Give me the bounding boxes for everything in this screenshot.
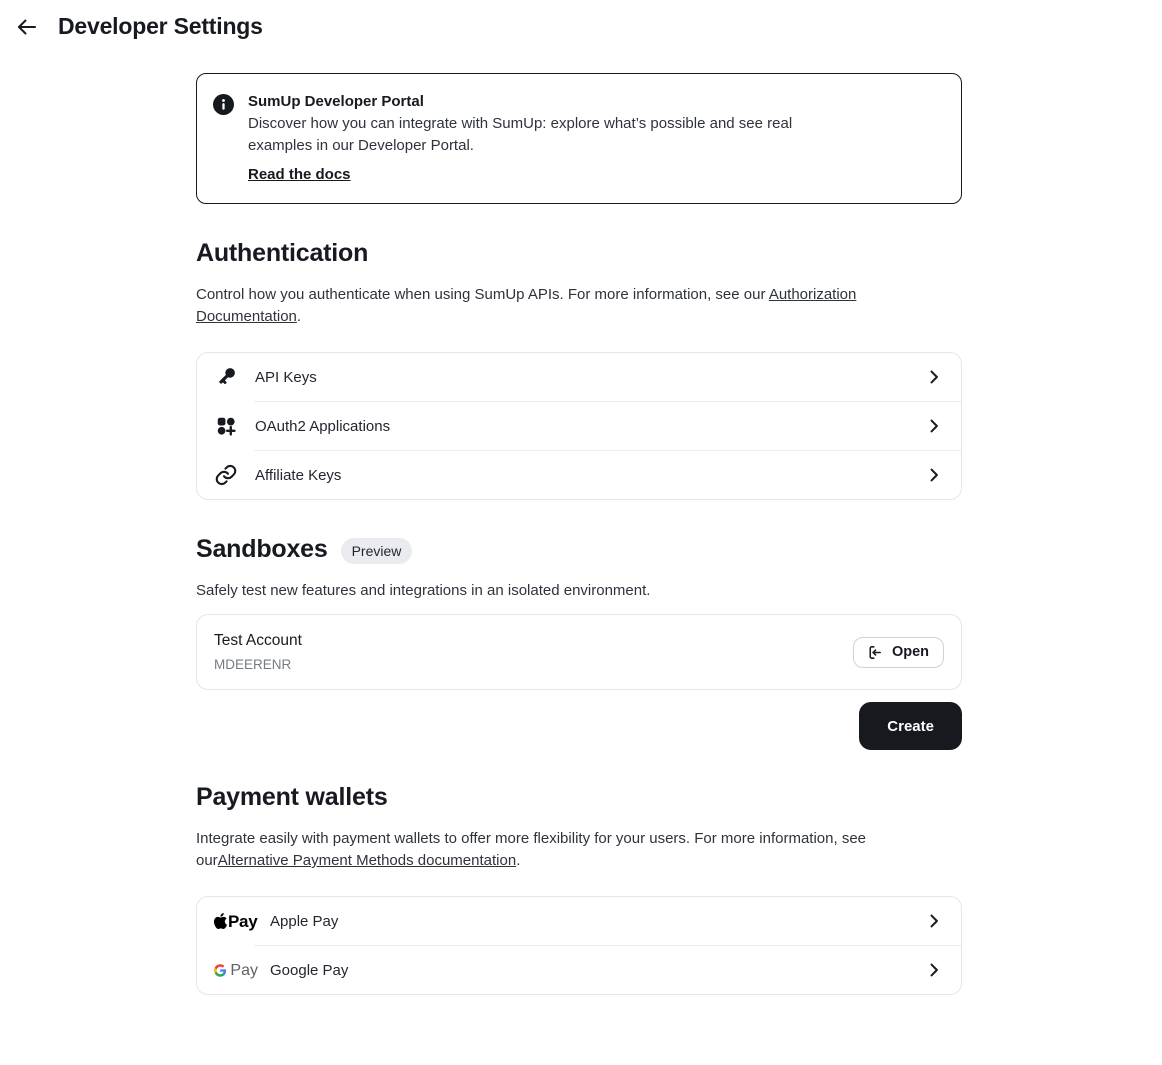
info-banner-title: SumUp Developer Portal <box>248 93 424 110</box>
payment-wallets-description-text: Integrate easily with payment wallets to offer more flexibility for your users. For more information, see our <box>196 830 866 869</box>
authorization-documentation-link[interactable]: Authorization Documentation <box>196 286 857 325</box>
authentication-description-suffix: . <box>296 308 302 325</box>
list-item-label: Affiliate Keys <box>255 466 342 484</box>
back-button[interactable] <box>15 15 39 39</box>
account-info <box>214 630 302 674</box>
section-heading-authentication: Authentication <box>196 239 369 267</box>
list-item-affiliate-keys[interactable] <box>197 451 961 499</box>
create-button[interactable]: Create <box>859 702 962 750</box>
chevron-right-icon <box>924 367 944 387</box>
key-icon <box>214 365 238 389</box>
login-icon <box>866 644 883 661</box>
chevron-right-icon <box>924 960 944 980</box>
link-icon <box>214 463 238 487</box>
list-item-label: Apple Pay <box>270 912 339 930</box>
list-item-google-pay[interactable] <box>197 946 961 994</box>
google-pay-logo <box>214 962 258 979</box>
info-banner-body: Discover how you can integrate with SumUp: explore what’s possible and see real examples in our Developer Portal. <box>248 115 793 154</box>
content-column <box>196 73 962 995</box>
info-banner-text <box>248 91 848 184</box>
alternative-payment-methods-link[interactable]: Alternative Payment Methods documentation <box>217 852 517 869</box>
section-heading-payment-wallets: Payment wallets <box>196 783 388 811</box>
chevron-right-icon <box>924 911 944 931</box>
section-heading-sandboxes: Sandboxes <box>196 535 328 563</box>
payment-wallets-description-suffix: . <box>516 852 521 869</box>
google-pay-wordmark: Pay <box>230 961 258 979</box>
info-banner <box>196 73 962 204</box>
payment-wallets-card <box>196 896 962 995</box>
chevron-right-icon <box>924 465 944 485</box>
test-account-card <box>196 614 962 690</box>
authentication-description-text: Control how you authenticate when using SumUp APIs. For more information, see our <box>196 286 769 303</box>
payment-wallets-description <box>196 828 962 872</box>
open-button[interactable] <box>853 637 944 668</box>
chevron-right-icon <box>924 416 944 436</box>
list-item-api-keys[interactable] <box>197 353 961 401</box>
list-item-label: Google Pay <box>270 961 349 979</box>
list-item-oauth2-applications[interactable] <box>197 402 961 450</box>
page-title: Developer Settings <box>58 13 263 39</box>
list-item-apple-pay[interactable] <box>197 897 961 945</box>
arrow-left-icon <box>15 15 39 39</box>
apple-pay-wordmark: Pay <box>228 911 258 931</box>
header <box>0 0 1162 53</box>
list-item-label: API Keys <box>255 368 317 386</box>
info-icon <box>213 94 234 115</box>
authentication-card <box>196 352 962 500</box>
authentication-description <box>196 284 962 328</box>
sandboxes-description: Safely test new features and integrations in an isolated environment. <box>196 582 651 599</box>
apple-pay-logo <box>214 913 258 930</box>
read-the-docs-link[interactable]: Read the docs <box>248 166 351 183</box>
apps-add-icon <box>214 414 238 438</box>
account-name: Test Account <box>214 632 302 649</box>
open-button-label: Open <box>891 644 929 660</box>
list-item-label: OAuth2 Applications <box>255 417 391 435</box>
account-code: MDEERENR <box>214 657 292 672</box>
preview-badge: Preview <box>341 538 413 564</box>
